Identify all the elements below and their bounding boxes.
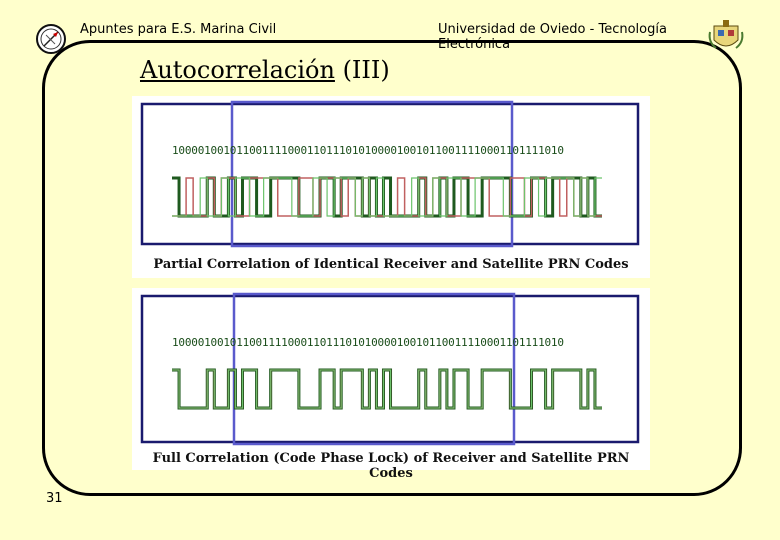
receiver-code-trace — [172, 178, 602, 216]
compass-logo-icon — [36, 24, 66, 54]
correlation-window — [232, 102, 512, 246]
full-correlation-diagram — [132, 288, 650, 470]
figure-caption: Full Correlation (Code Phase Lock) of Receiver and Satellite PRN Codes — [152, 451, 630, 481]
partial-correlation-diagram — [132, 96, 650, 278]
university-crest-icon — [706, 18, 746, 52]
university-header: Universidad de Oviedo - Tecnología Electrónica — [438, 22, 667, 52]
prn-bit-sequence: 1000010010110011110001101110101000010010110011110001101111010 — [172, 336, 564, 349]
prn-bit-sequence: 1000010010110011110001101110101000010010110011110001101111010 — [172, 144, 564, 157]
figure-caption: Partial Correlation of Identical Receiver and Satellite PRN Codes — [153, 257, 629, 272]
title-suffix: (III) — [334, 56, 390, 84]
panel-box — [142, 104, 638, 244]
figure-full-correlation — [132, 288, 650, 481]
page-number: 31 — [46, 491, 63, 506]
figure-partial-correlation — [132, 96, 650, 278]
title-main: Autocorrelación — [140, 56, 335, 84]
slide-title — [140, 56, 390, 84]
receiver-code-trace — [172, 370, 602, 408]
course-header: Apuntes para E.S. Marina Civil — [80, 22, 277, 37]
